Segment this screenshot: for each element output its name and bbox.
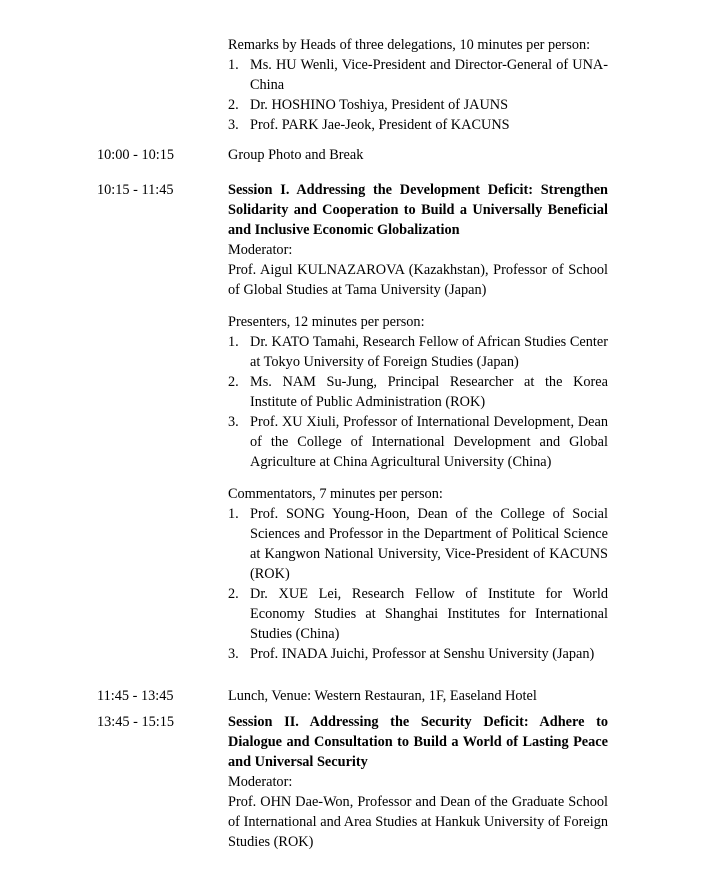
schedule-row <box>97 712 710 852</box>
list-item-number: 2. <box>228 374 239 390</box>
paragraph: Group Photo and Break <box>228 147 364 163</box>
list-item-number: 1. <box>228 334 239 350</box>
list-item <box>228 412 608 472</box>
list-item-text: Prof. SONG Young-Hoon, Dean of the College of Social Sciences and Professor in the Department of Political Science at Kangwon National University, Vice-President of KACUNS (ROK) <box>250 506 608 582</box>
list-item <box>228 55 608 95</box>
schedule-row <box>97 145 710 165</box>
list-item-text: Prof. INADA Juichi, Professor at Senshu University (Japan) <box>250 646 595 662</box>
schedule-row <box>97 686 710 706</box>
list-item <box>228 115 608 135</box>
list-item-text: Prof. XU Xiuli, Professor of International Development, Dean of the College of International Development and Global Agriculture at China Agricultural University (China) <box>250 414 608 470</box>
content-cell <box>228 145 608 165</box>
list-item <box>228 504 608 584</box>
paragraph: Prof. OHN Dae-Won, Professor and Dean of the Graduate School of International and Area Studies at Hankuk University of Foreign Studies (ROK) <box>228 794 608 850</box>
paragraph: Lunch, Venue: Western Restauran, 1F, Easeland Hotel <box>228 688 537 704</box>
session-title: Session I. Addressing the Development Deficit: Strengthen Solidarity and Cooperation to Build a Universally Beneficial and Inclusive Economic Globalization <box>228 182 608 238</box>
paragraph: Moderator: <box>228 242 293 258</box>
time-cell: 10:15 - 11:45 <box>97 182 174 198</box>
paragraph: Presenters, 12 minutes per person: <box>228 314 425 330</box>
list-item-number: 3. <box>228 646 239 662</box>
list-item-text: Dr. XUE Lei, Research Fellow of Institute for World Economy Studies at Shanghai Institutes for International Studies (China) <box>250 586 608 642</box>
paragraph: Commentators, 7 minutes per person: <box>228 486 443 502</box>
time-cell: 13:45 - 15:15 <box>97 714 175 730</box>
list-item-number: 1. <box>228 57 239 73</box>
list-item-number: 3. <box>228 117 239 133</box>
time-cell: 11:45 - 13:45 <box>97 688 174 704</box>
schedule-row <box>97 35 710 135</box>
numbered-list <box>228 504 608 664</box>
paragraph: Prof. Aigul KULNAZAROVA (Kazakhstan), Professor of School of Global Studies at Tama University (Japan) <box>228 262 608 298</box>
spacer <box>228 300 608 312</box>
list-item-number: 1. <box>228 506 239 522</box>
content-cell <box>228 35 608 135</box>
list-item-text: Ms. NAM Su-Jung, Principal Researcher at the Korea Institute of Public Administration (ROK) <box>250 374 608 410</box>
list-item-text: Dr. HOSHINO Toshiya, President of JAUNS <box>250 97 509 113</box>
list-item-number: 2. <box>228 97 239 113</box>
list-item <box>228 584 608 644</box>
paragraph: Remarks by Heads of three delegations, 10 minutes per person: <box>228 37 591 53</box>
content-cell <box>228 686 608 706</box>
list-item-text: Prof. PARK Jae-Jeok, President of KACUNS <box>250 117 510 133</box>
list-item-text: Dr. KATO Tamahi, Research Fellow of African Studies Center at Tokyo University of Foreign Studies (Japan) <box>250 334 608 370</box>
paragraph: Moderator: <box>228 774 293 790</box>
time-cell: 10:00 - 10:15 <box>97 147 175 163</box>
numbered-list <box>228 55 608 135</box>
list-item <box>228 644 608 664</box>
list-item-number: 2. <box>228 586 239 602</box>
content-cell <box>228 712 608 852</box>
list-item-text: Ms. HU Wenli, Vice-President and Director-General of UNA-China <box>250 57 608 93</box>
session-title: Session II. Addressing the Security Deficit: Adhere to Dialogue and Consultation to Build a World of Lasting Peace and Universal Security <box>228 714 608 770</box>
spacer <box>228 472 608 484</box>
list-item-number: 3. <box>228 414 239 430</box>
content-cell <box>228 180 608 664</box>
list-item <box>228 372 608 412</box>
list-item <box>228 95 608 115</box>
list-item <box>228 332 608 372</box>
numbered-list <box>228 332 608 472</box>
schedule-row <box>97 180 710 664</box>
